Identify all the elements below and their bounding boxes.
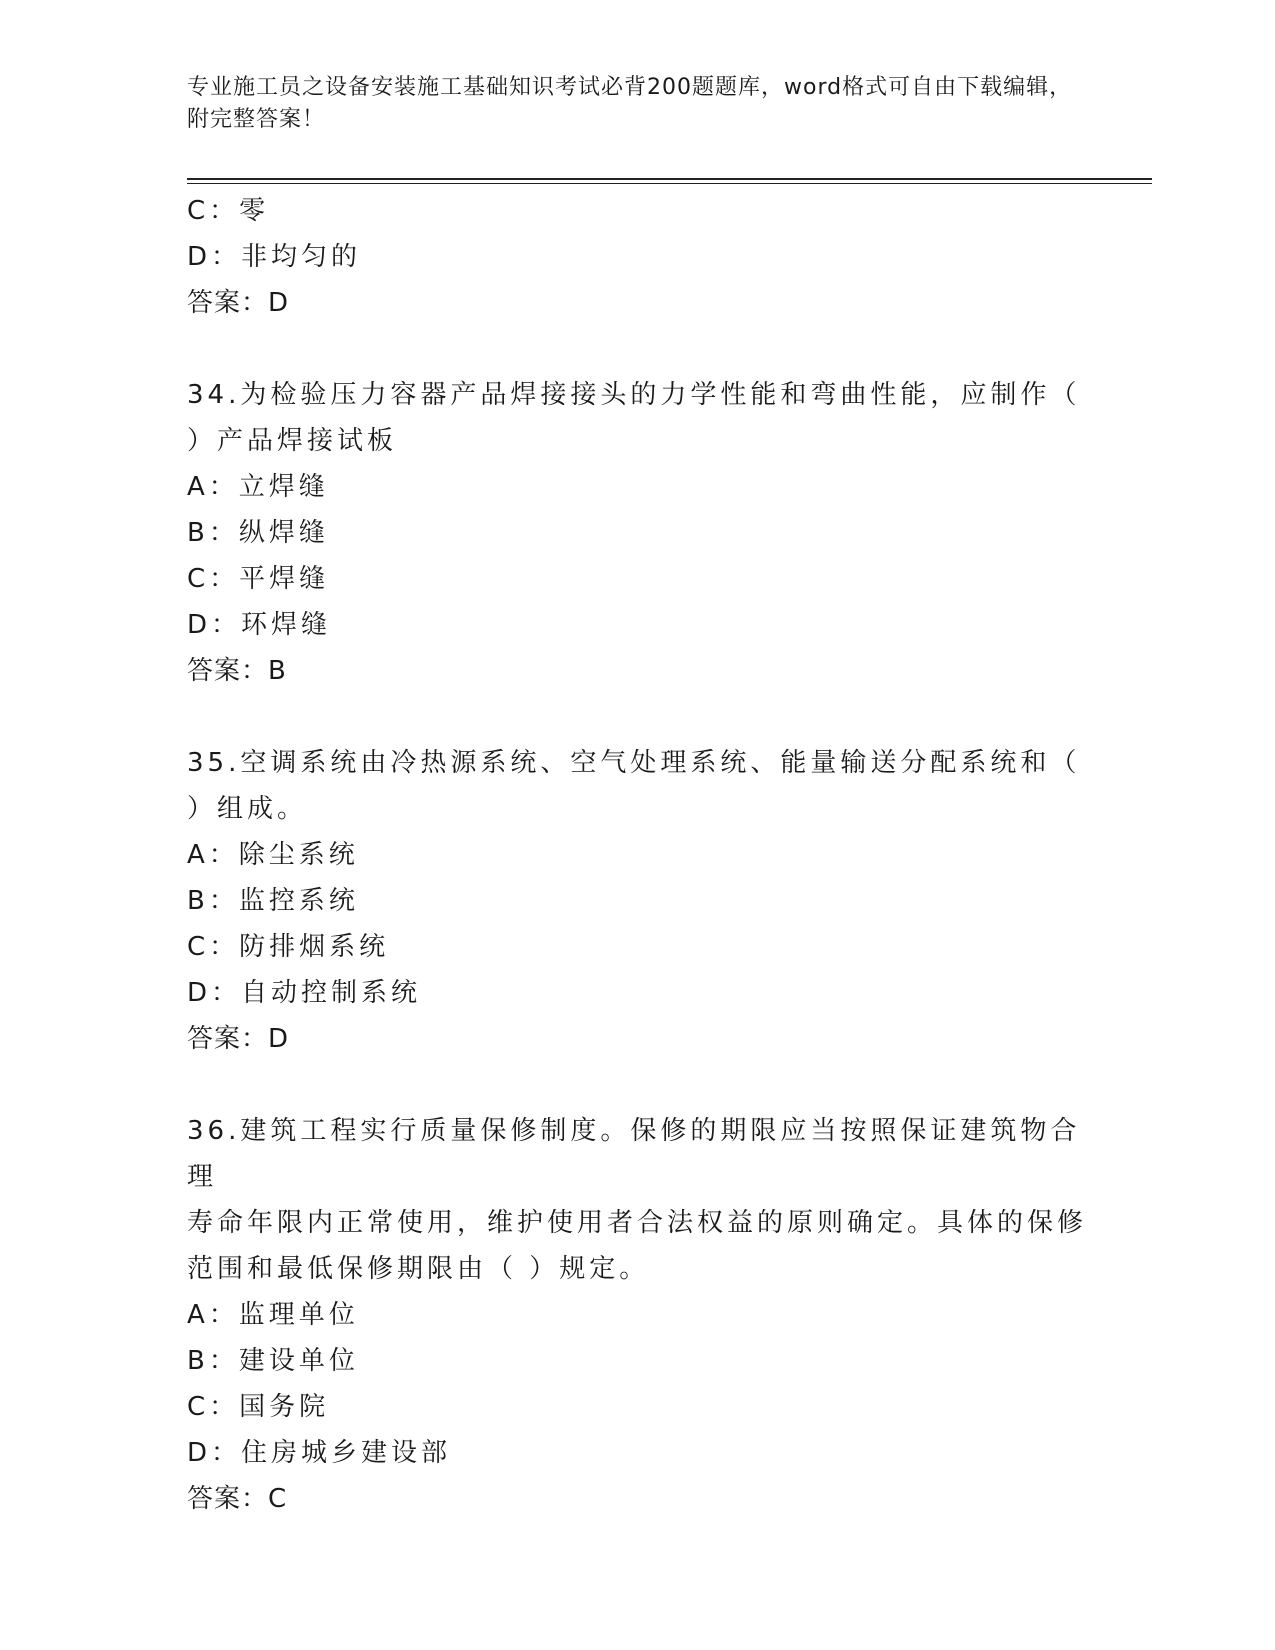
question-34 bbox=[187, 372, 1087, 694]
question-36 bbox=[187, 1108, 1087, 1522]
option-c: C：平焊缝 bbox=[187, 564, 330, 594]
option-c: C：防排烟系统 bbox=[187, 932, 390, 962]
header-divider bbox=[187, 178, 1152, 180]
answer-line: 答案：B bbox=[187, 656, 287, 686]
header-title: 专业施工员之设备安装施工基础知识考试必背200题题库，word格式可自由下载编辑，附完整答案！ bbox=[187, 75, 1073, 132]
question-stem-cont: 范围和最低保修期限由（ ）规定。 bbox=[187, 1254, 650, 1284]
answer-line: 答案：C bbox=[187, 1484, 288, 1514]
option-b: B：建设单位 bbox=[187, 1346, 359, 1376]
question-stem: 36.建筑工程实行质量保修制度。保修的期限应当按照保证建筑物合理 bbox=[187, 1116, 1081, 1192]
option-a: A：监理单位 bbox=[187, 1300, 359, 1330]
question-33-partial bbox=[187, 188, 1087, 326]
header-divider-thin bbox=[187, 183, 1152, 184]
option-c: C：国务院 bbox=[187, 1392, 330, 1422]
answer-line: 答案：D bbox=[187, 1024, 290, 1054]
option-a: A：除尘系统 bbox=[187, 840, 359, 870]
option-d: D：自动控制系统 bbox=[187, 978, 422, 1008]
document-header bbox=[187, 72, 1087, 136]
option-d: D：非均匀的 bbox=[187, 242, 362, 272]
question-stem-cont: ）组成。 bbox=[187, 794, 308, 824]
option-d: D：环焊缝 bbox=[187, 610, 332, 640]
option-b: B：监控系统 bbox=[187, 886, 359, 916]
option-d: D：住房城乡建设部 bbox=[187, 1438, 452, 1468]
option-b: B：纵焊缝 bbox=[187, 518, 329, 548]
question-stem: 35.空调系统由冷热源系统、空气处理系统、能量输送分配系统和（ bbox=[187, 748, 1081, 778]
question-35 bbox=[187, 740, 1087, 1062]
question-stem-cont: ）产品焊接试板 bbox=[187, 426, 398, 456]
question-stem-cont: 寿命年限内正常使用，维护使用者合法权益的原则确定。具体的保修 bbox=[187, 1208, 1088, 1238]
question-content bbox=[187, 188, 1087, 1522]
option-c: C：零 bbox=[187, 196, 270, 226]
question-stem: 34.为检验压力容器产品焊接接头的力学性能和弯曲性能，应制作（ bbox=[187, 380, 1081, 410]
option-a: A：立焊缝 bbox=[187, 472, 329, 502]
answer-line: 答案：D bbox=[187, 288, 290, 318]
